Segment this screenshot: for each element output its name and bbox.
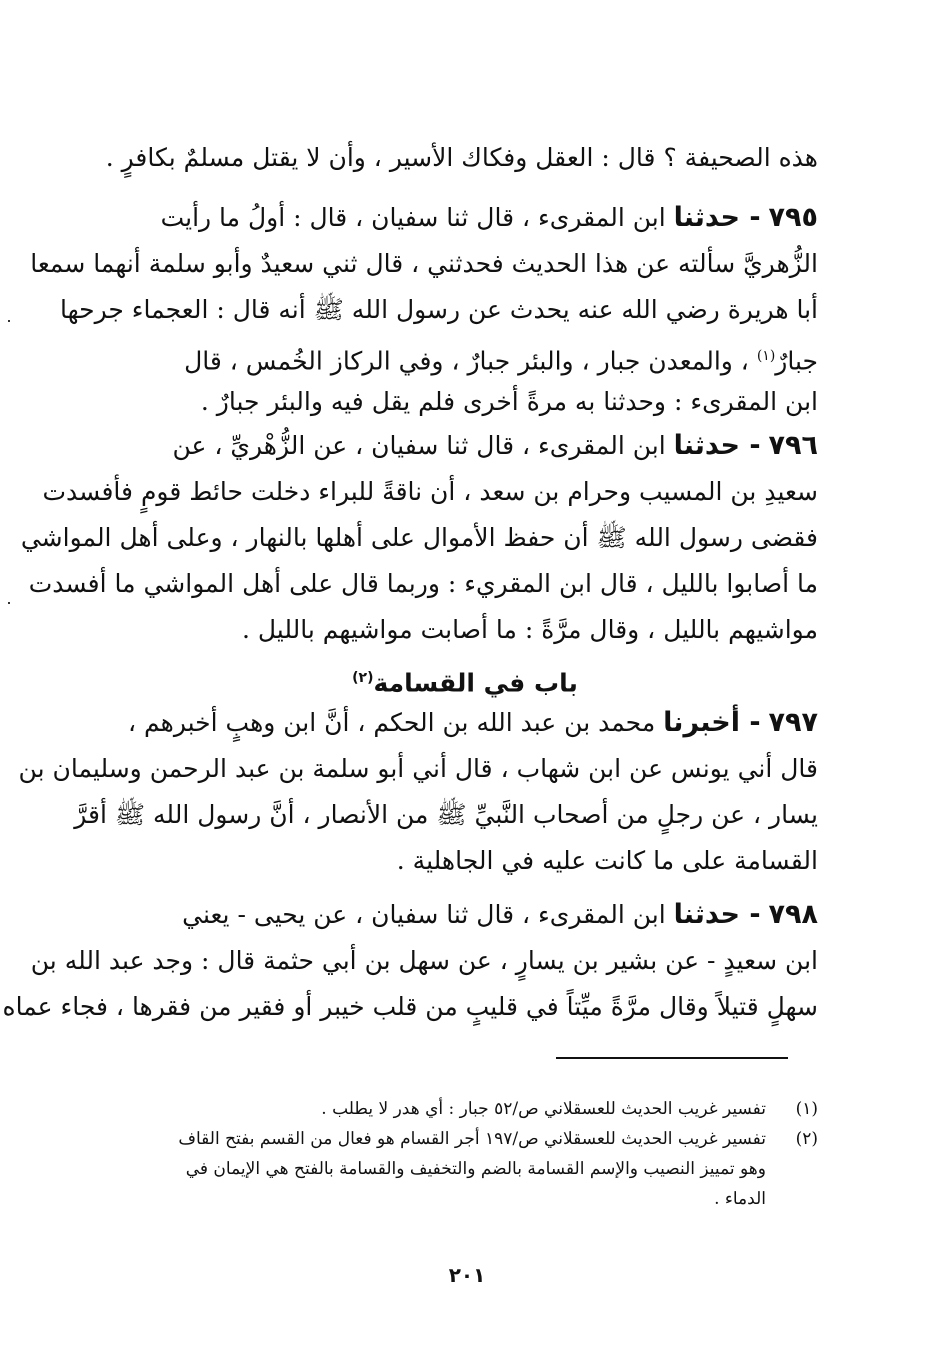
hadith-keyword: - حدثنا xyxy=(673,899,761,930)
text-line: أبا هريرة رضي الله عنه يحدث عن رسول الله ﷺ أنه قال : العجماء جرحها xyxy=(60,295,818,324)
footnote-line: تفسير غريب الحديث للعسقلاني ص/٥٢ جبار : أي هدر لا يطلب . xyxy=(321,1099,766,1119)
text-line: يسار ، عن رجلٍ من أصحاب النَّبيِّ ﷺ من الأنصار ، أنَّ رسول الله ﷺ أقرَّ xyxy=(74,800,818,829)
chapter-title: باب في القسامة xyxy=(373,668,578,698)
hadith-795 xyxy=(30,195,818,425)
hadith-number: ٧٩٥ xyxy=(768,202,818,233)
page-number: ٢٠١ xyxy=(448,1263,486,1287)
footnote-text xyxy=(112,1124,766,1214)
footnote-line: الدماء . xyxy=(714,1189,766,1209)
text-line: سعيدِ بن المسيب وحرام بن سعد ، أن ناقةً للبراء دخلت حائط قومٍ فأفسدت xyxy=(42,477,818,506)
text-line: ابن المقرىء : وحدثنا به مرةً أخرى فلم يقل فيه والبئر جبارٌ . xyxy=(200,387,818,416)
hadith-796 xyxy=(20,423,818,653)
footnote-2 xyxy=(112,1124,818,1214)
hadith-number: ٧٩٧ xyxy=(768,707,818,738)
footnote-separator xyxy=(556,1057,788,1059)
text-line: سهلٍ قتيلاً وقال مرَّةً ميِّتاً في قليبٍ من قلب خيبر أو فقير من فقرها ، فجاء عماه xyxy=(2,992,818,1021)
footnote-text xyxy=(112,1094,766,1124)
hadith-first-line xyxy=(112,423,818,469)
chapter-heading xyxy=(112,658,818,703)
text-line: هذه الصحيفة ؟ قال : العقل وفكاك الأسير ، وأن لا يقتل مسلمٌ بكافرٍ . xyxy=(105,143,818,172)
hadith-keyword: - أخبرنا xyxy=(663,707,761,738)
hadith-number: ٧٩٦ xyxy=(768,430,818,461)
hadith-798 xyxy=(2,892,818,1030)
text-line: ابن سعيدٍ - عن بشير بن يسارٍ ، عن سهل بن أبي حثمة قال : وجد عبد الله بن xyxy=(30,946,818,975)
text-line: ما أصابوا بالليل ، قال ابن المقريء : وربما قال على أهل المواشي ما أفسدت xyxy=(28,569,818,598)
intro-paragraph xyxy=(105,135,818,181)
text-fragment: ابن المقرىء ، قال ثنا سفيان ، قال : أولُ ما رأيت xyxy=(160,203,666,232)
hadith-number: ٧٩٨ xyxy=(768,899,818,930)
hadith-keyword: - حدثنا xyxy=(673,430,761,461)
footnote-ref: (١) xyxy=(756,348,776,364)
text-line: فقضى رسول الله ﷺ أن حفظ الأموال على أهلها بالنهار ، وعلى أهل المواشي xyxy=(20,523,818,552)
text-fragment: ، والمعدن جبار ، والبئر جبارٌ ، وفي الركاز الخُمس ، قال xyxy=(184,346,749,376)
text-line: مواشيهم بالليل ، وقال مرَّةً : ما أصابت مواشيهم بالليل . xyxy=(241,615,818,644)
scan-speck xyxy=(8,320,10,322)
footnote-number: (٢) xyxy=(795,1129,818,1149)
text-fragment: محمد بن عبد الله بن الحكم ، أنَّ ابن وهبٍ أخبرهم ، xyxy=(128,708,656,737)
text-fragment: ابن المقرىء ، قال ثنا سفيان ، عن الزُّهْريِّ ، عن xyxy=(172,431,666,460)
hadith-keyword: - حدثنا xyxy=(673,202,761,233)
text-line: قال أني يونس عن ابن شهاب ، قال أني أبو سلمة بن عبد الرحمن وسليمان بن xyxy=(18,754,818,783)
footnotes xyxy=(112,1094,818,1214)
text-fragment: جبارٌ xyxy=(775,346,818,376)
footnote-number: (١) xyxy=(795,1099,818,1119)
text-line xyxy=(112,333,818,379)
footnote-1 xyxy=(112,1094,818,1124)
footnote-line: وهو تمييز النصيب والإسم القسامة بالضم والتخفيف والقسامة بالفتح هي الإيمان في xyxy=(185,1159,766,1179)
hadith-first-line xyxy=(112,700,818,746)
footnote-ref: (٢) xyxy=(352,670,374,686)
scan-speck xyxy=(8,602,10,604)
hadith-797 xyxy=(18,700,818,884)
text-line: الزُّهريَّ سألته عن هذا الحديث فحدثني ، قال ثني سعيدٌ وأبو سلمة أنهما سمعا xyxy=(30,249,818,278)
text-line: القسامة على ما كانت عليه في الجاهلية . xyxy=(396,846,818,875)
text-fragment: ابن المقرىء ، قال ثنا سفيان ، عن يحيى - يعني xyxy=(182,900,666,929)
footnote-line: تفسير غريب الحديث للعسقلاني ص/١٩٧ أجر القسام هو فعال من القسم بفتح القاف xyxy=(178,1129,766,1149)
hadith-first-line xyxy=(112,892,818,938)
hadith-first-line xyxy=(112,195,818,241)
